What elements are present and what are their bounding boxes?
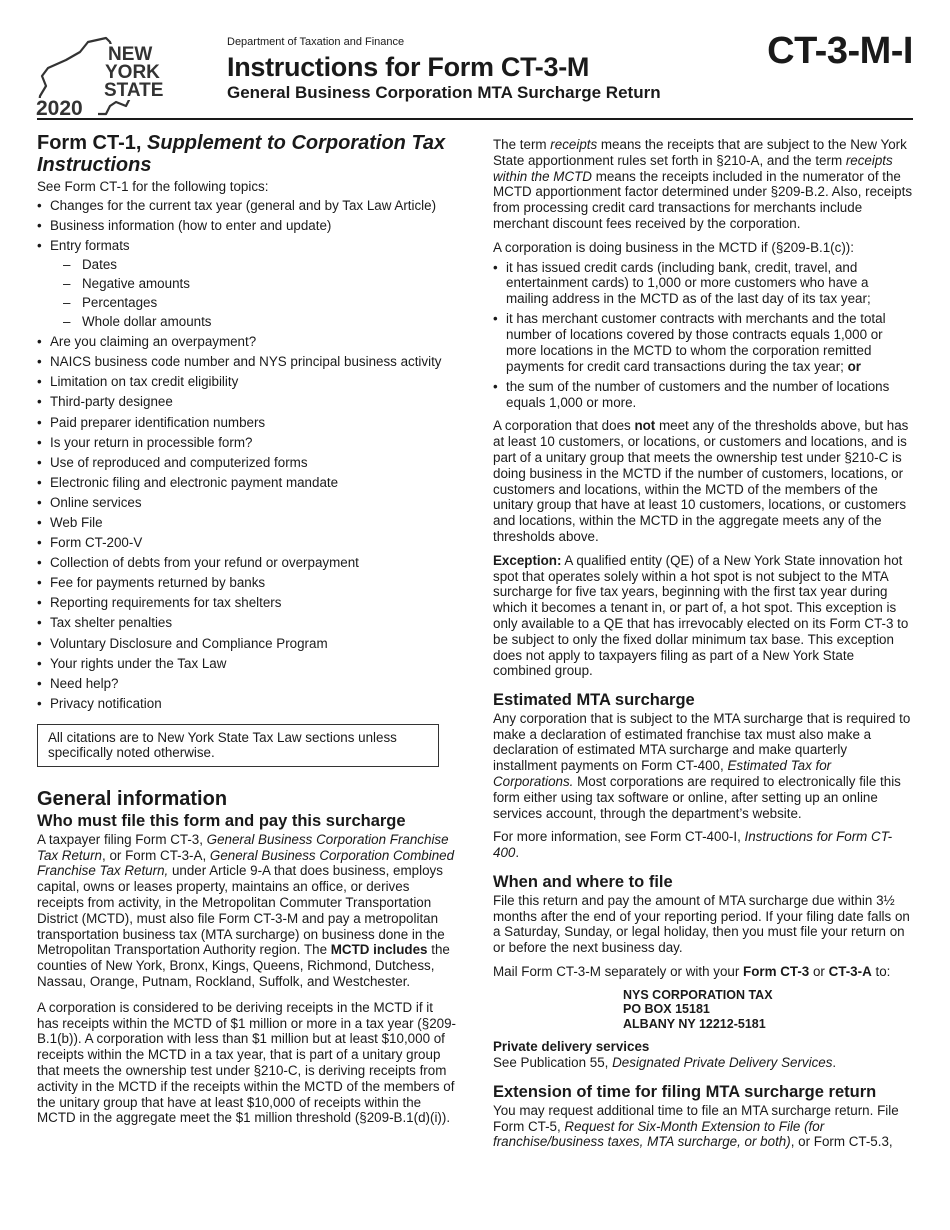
address-line: PO BOX 15181 [623, 1002, 710, 1017]
estimated-paragraph: Any corporation that is subject to the MTA surcharge that is required to make a declaration of estimated franchise tax must also make a declaration of estimated MTA surcharge and make quarterly installment payments on Form CT-400, Estimated Tax for Corporations. Most corporations are required to electronically file this form either using tax software or online, after setting up an online services account, through the department’s website. [493, 710, 911, 821]
list-item: • Privacy notification [37, 696, 457, 712]
extension-heading: Extension of time for filing MTA surcharge return [493, 1082, 877, 1101]
list-item: • it has issued credit cards (including bank, credit, travel, and entertainment cards) to 1,000 or more customers who have a mailing address in the MCTD as of the last day of its tax year; [493, 260, 913, 307]
left-column [37, 132, 457, 1134]
list-item: • Limitation on tax credit eligibility [37, 374, 457, 390]
list-item: • Business information (how to enter and update) [37, 218, 457, 234]
list-item: • Collection of debts from your refund or overpayment [37, 555, 457, 571]
list-item: • Web File [37, 515, 457, 531]
list-item: • Reporting requirements for tax shelters [37, 595, 457, 611]
logo-year: 2020 [36, 97, 83, 116]
list-item: • it has merchant customer contracts with merchants and the total number of locations covered by those contracts equals 1,000 or more locations in the MCTD to whom the corporation remitted payments for credit card transactions during the tax year; or [493, 311, 913, 374]
sub-list-item: – Percentages [50, 295, 457, 311]
list-item: • Entry formats – Dates – Negative amounts – Percentages – Whole dollar amounts [37, 238, 457, 330]
ct1-topic-list [37, 198, 457, 712]
header-rule [37, 118, 913, 120]
general-info-heading: General information [37, 788, 228, 811]
right-column [493, 137, 913, 1158]
list-item: • Electronic filing and electronic payment mandate [37, 475, 457, 491]
list-item: • Are you claiming an overpayment? [37, 334, 457, 350]
mail-instructions: Mail Form CT-3-M separately or with your Form CT-3 or CT-3-A to: [493, 964, 891, 980]
doing-business-list [493, 260, 913, 411]
list-item: • Paid preparer identification numbers [37, 415, 457, 431]
sub-list-item: – Whole dollar amounts [50, 314, 457, 330]
list-item: • Tax shelter penalties [37, 615, 457, 631]
unitary-group-paragraph: A corporation that does not meet any of the thresholds above, but has at least 10 customers, or locations, or customers and locations, and is part of a unitary group that meets the ownership test under §210-C is doing business in the MCTD if the number of customers, locations, or customers and locations, within the MCTD of the members of the unitary group that have at least 10 customers, locations, or customers and locations, within the MCTD in the aggregate meets any of the thresholds above. [493, 418, 909, 544]
logo-word-york: YORK [105, 62, 160, 83]
nys-logo [36, 36, 166, 116]
list-item: • Form CT-200-V [37, 535, 457, 551]
receipts-definition: The term receipts means the receipts that are subject to the New York State apportionment rules set forth in §210-A, and the term receipts within the MCTD means the receipts included in the numerator of the MCTD apportionment factor determined under §209-B.2. Also, receipts from processing credit card transactions for merchants include merchant discount fees received by the corporation. [493, 137, 913, 231]
list-item: • Use of reproduced and computerized forms [37, 455, 457, 471]
ct400-reference: For more information, see Form CT-400-I, Instructions for Form CT-400. [493, 829, 893, 861]
doing-business-intro: A corporation is doing business in the MCTD if (§209-B.1(c)): [493, 239, 854, 255]
citation-note: All citations are to New York State Tax Law sections unless specifically noted otherwise. [37, 724, 439, 768]
estimated-surcharge-heading: Estimated MTA surcharge [493, 691, 695, 710]
extension-paragraph: You may request additional time to file an MTA surcharge return. File Form CT-5, Request for Six-Month Extension to File (for franchise/business taxes, MTA surcharge, or both), or Form CT-5.3, [493, 1102, 899, 1150]
sub-list-item: – Negative amounts [50, 276, 457, 292]
list-item: • Fee for payments returned by banks [37, 575, 457, 591]
list-item: • Is your return in processible form? [37, 435, 457, 451]
who-must-file-heading: Who must file this form and pay this surcharge [37, 812, 406, 831]
who-must-file-paragraph: A taxpayer filing Form CT-3, General Business Corporation Franchise Tax Return, or Form CT-3-A, General Business Corporation Combined Franchise Tax Return, under Article 9-A that does business, employs capital, owns or leases property, maintains an office, or derives receipts from activity, in the Metropolitan Commuter Transportation District (MCTD), must also file Form CT-3-M and pay a metropolitan transportation business tax (MTA surcharge) on business done in the Metropolitan Transportation Authority region. The MCTD includes the counties of New York, Bronx, Kings, Queens, Richmond, Dutchess, Nassau, Orange, Putnam, Rockland, Suffolk, and Westchester. [37, 831, 455, 989]
sub-list-item: – Dates [50, 257, 457, 273]
page-title: Instructions for Form CT-3-M [227, 52, 590, 82]
ct1-intro: See Form CT-1 for the following topics: [37, 179, 269, 194]
list-item: • the sum of the number of customers and the number of locations equals 1,000 or more. [493, 379, 913, 411]
private-delivery-paragraph: See Publication 55, Designated Private Delivery Services. [493, 1055, 837, 1071]
list-item: • Need help? [37, 676, 457, 692]
when-where-heading: When and where to file [493, 873, 673, 892]
filing-deadline-paragraph: File this return and pay the amount of MTA surcharge due within 3½ months after the end of your reporting period. If your filing date falls on a Saturday, Sunday, or legal holiday, then you must file your return on or before the next business day. [493, 892, 910, 956]
list-item: • NAICS business code number and NYS principal business activity [37, 354, 457, 370]
logo-word-state: STATE [104, 80, 164, 101]
mailing-address [623, 988, 913, 1032]
department-name: Department of Taxation and Finance [227, 36, 405, 48]
logo-word-new: NEW [108, 44, 153, 65]
list-item: • Third-party designee [37, 394, 457, 410]
ct1-heading: Form CT-1, Supplement to Corporation Tax Instructions [37, 132, 446, 176]
exception-paragraph: Exception: A qualified entity (QE) of a New York State innovation hot spot that operates solely within a hot spot is not subject to the MTA surcharge for five tax years, beginning with the first tax year during which it becomes a tenant in, or part of, a hot spot. This exception is only available to a QE that has irrevocably elected on its Form CT-3 to be subject to only the fixed dollar minimum tax base. This exception does not apply to taxpayers filing as part of a New York State combined group. [493, 552, 909, 679]
address-line: NYS CORPORATION TAX [623, 987, 773, 1002]
page-subtitle: General Business Corporation MTA Surcharge Return [227, 83, 661, 102]
form-id: CT-3-M-I [767, 30, 913, 72]
address-line: ALBANY NY 12212-5181 [623, 1016, 766, 1031]
list-item: • Online services [37, 495, 457, 511]
private-delivery-heading: Private delivery services [493, 1039, 650, 1055]
list-item: • Your rights under the Tax Law [37, 656, 457, 672]
deriving-receipts-paragraph: A corporation is considered to be deriving receipts in the MCTD if it has receipts within the MCTD of $1 million or more in a tax year (§209-B.1(b)). A corporation with less than $1 million but at least $10,000 of receipts within the MCTD in a tax year, that is part of a unitary group that meets the ownership test under §210-C, is deriving receipts from activity in the MCTD if the receipts within the MCTD of the members of the unitary group that have at least $10,000 of receipts within the MCTD in the aggregate meet the $1 million threshold (§209-B.1(d)(i)). [37, 999, 457, 1126]
entry-format-sublist [50, 257, 457, 330]
list-item: • Voluntary Disclosure and Compliance Program [37, 636, 457, 652]
list-item: • Changes for the current tax year (general and by Tax Law Article) [37, 198, 457, 214]
